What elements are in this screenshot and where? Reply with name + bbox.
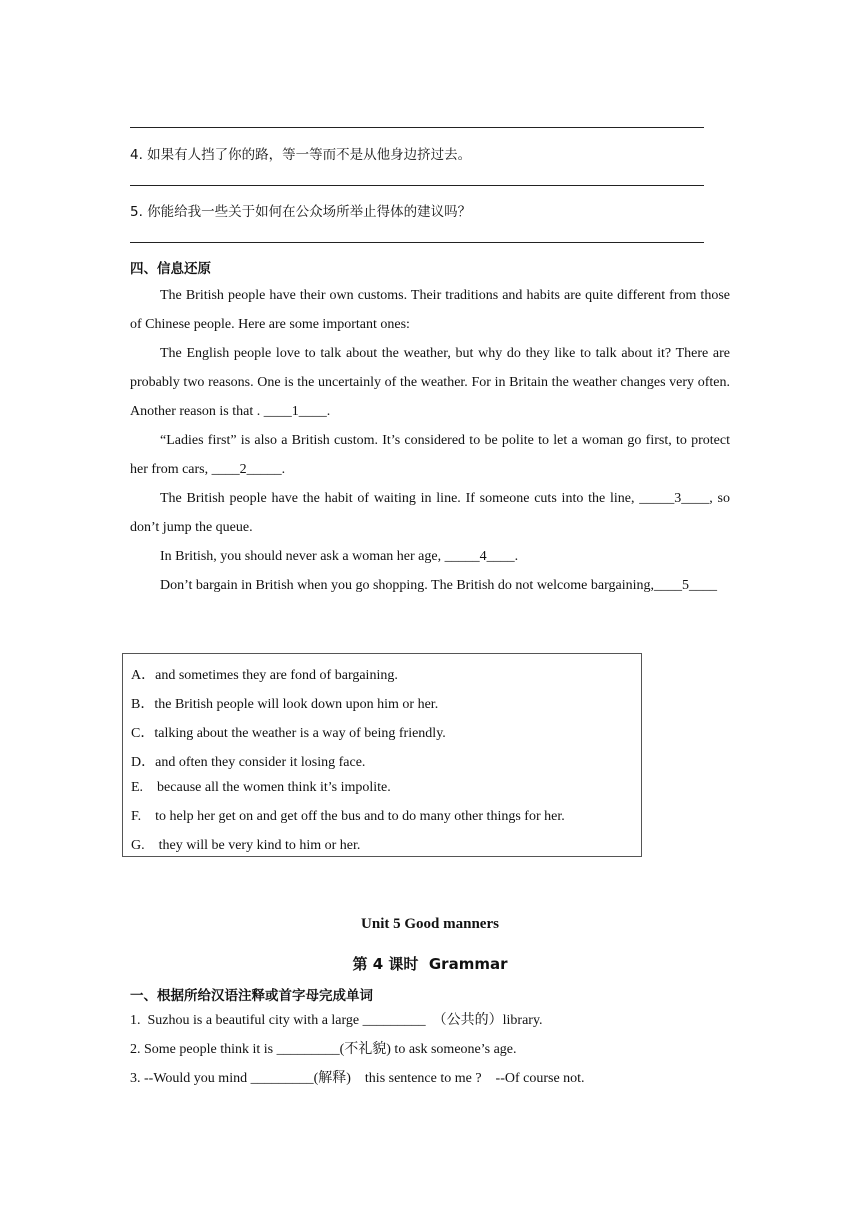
passage-paragraph: Don’t bargain in British when you go shopping. The British do not welcome bargaining,____5____ — [160, 578, 717, 593]
unit-title: Unit 5 Good manners — [361, 916, 499, 932]
option-c: C．talking about the weather is a way of being friendly. — [131, 726, 446, 741]
passage-paragraph: In British, you should never ask a woman her age, _____4____. — [160, 549, 519, 564]
exercise-item: 3. --Would you mind _________(解释) this sentence to me ? --Of course not. — [130, 1071, 585, 1086]
option-f: F. to help her get on and get off the bus and to do many other things for her. — [131, 809, 565, 824]
translation-item-4: 4. 如果有人挡了你的路，等一等而不是从他身边挤过去。 — [130, 147, 472, 163]
section-heading: 一、根据所给汉语注释或首字母完成单词 — [130, 988, 373, 1004]
option-e: E. because all the women think it’s impolite. — [131, 780, 391, 795]
passage-paragraph: The British people have their own customs. Their traditions and habits are quite different from those of Chinese people. Here are some important ones: — [130, 288, 730, 332]
exercise-item: 1. Suzhou is a beautiful city with a large _________ （公共的）library. — [130, 1013, 543, 1028]
lesson-title: 第 4 课时 Grammar — [352, 955, 508, 973]
passage-paragraph: The British people have the habit of waiting in line. If someone cuts into the line, _____3____, so don’t jump the queue. — [130, 491, 730, 535]
exercise-item: 2. Some people think it is _________(不礼貌) to ask someone’s age. — [130, 1042, 517, 1057]
translation-item-5: 5. 你能给我一些关于如何在公众场所举止得体的建议吗？ — [130, 204, 472, 220]
option-b: B．the British people will look down upon him or her. — [131, 697, 439, 712]
options-box — [122, 653, 642, 857]
option-d: D．and often they consider it losing face. — [131, 755, 366, 770]
option-g: G. they will be very kind to him or her. — [131, 838, 361, 853]
answer-line — [130, 242, 704, 243]
passage-paragraph: “Ladies first” is also a British custom. It’s considered to be polite to let a woman go first, to protect her from cars, ____2_____. — [130, 433, 730, 477]
section-heading: 四、信息还原 — [130, 261, 211, 277]
passage-paragraph: The English people love to talk about the weather, but why do they like to talk about it? There are probably two reasons. One is the uncertainly of the weather. For in Britain the weather changes very often. Another reason is that . ____1____. — [130, 346, 730, 419]
answer-line — [130, 127, 704, 128]
answer-line — [130, 185, 704, 186]
option-a: A．and sometimes they are fond of bargaining. — [131, 668, 398, 683]
